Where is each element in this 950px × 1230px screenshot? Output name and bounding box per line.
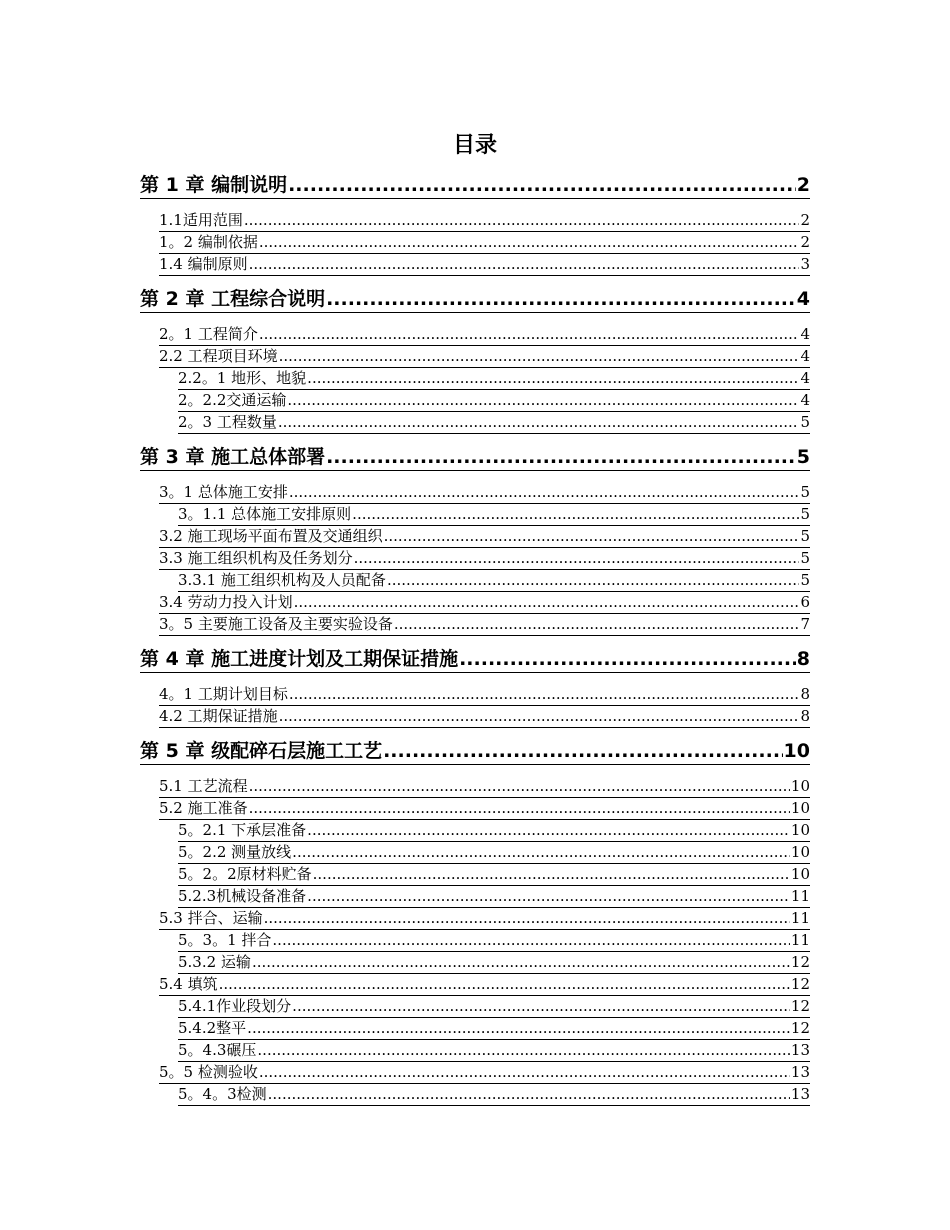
dot-leader [292, 996, 790, 1017]
toc-entry-title: 第 5 章 级配碎石层施工工艺 [140, 740, 383, 762]
toc-entry-page: 10 [790, 777, 810, 795]
toc-entry-title: 5。2.1 下承层准备 [178, 821, 307, 839]
toc-entry-title: 第 4 章 施工进度计划及工期保证措施 [140, 648, 459, 670]
toc-chapter-3[interactable] [140, 444, 810, 471]
toc-section-3-4[interactable] [159, 592, 810, 614]
table-of-contents [140, 172, 810, 1106]
dot-leader [352, 504, 799, 525]
toc-section-1-1[interactable] [159, 210, 810, 232]
dot-leader [249, 776, 790, 797]
dot-leader [384, 526, 800, 547]
toc-section-4-1[interactable] [159, 684, 810, 706]
toc-section-5-3[interactable] [159, 908, 810, 930]
toc-entry-title: 5.2 施工准备 [159, 799, 248, 817]
toc-subsection-5-4-1[interactable] [178, 996, 810, 1018]
dot-leader [259, 324, 800, 345]
toc-entry-page: 5 [800, 505, 810, 523]
toc-entry-page: 13 [790, 1063, 810, 1081]
dot-leader [307, 820, 790, 841]
dot-leader [219, 974, 790, 995]
toc-entry-title: 5。3。1 拌合 [178, 931, 272, 949]
toc-entry-title: 3.4 劳动力投入计划 [159, 593, 293, 611]
toc-entry-title: 3.3 施工组织机构及任务划分 [159, 549, 353, 567]
dot-leader [244, 210, 800, 231]
dot-leader [459, 646, 796, 672]
dot-leader [387, 570, 800, 591]
toc-entry-title: 2.2 工程项目环境 [159, 347, 278, 365]
dot-leader [307, 886, 790, 907]
toc-entry-page: 11 [790, 909, 810, 927]
toc-subsection-5-2-3[interactable] [178, 886, 810, 908]
toc-subsection-2-2-1[interactable] [178, 368, 810, 390]
toc-section-3-5[interactable] [159, 614, 810, 636]
toc-subsection-5-4-3[interactable] [178, 1040, 810, 1062]
dot-leader [292, 842, 790, 863]
dot-leader [287, 390, 799, 411]
toc-entry-title: 5.4.2整平 [178, 1019, 247, 1037]
dot-leader [326, 444, 796, 470]
toc-entry-title: 2。3 工程数量 [178, 413, 277, 431]
toc-entry-title: 3.3.1 施工组织机构及人员配备 [178, 571, 386, 589]
toc-chapter-4[interactable] [140, 646, 810, 673]
toc-entry-title: 5.3 拌合、运输 [159, 909, 263, 927]
dot-leader [272, 930, 790, 951]
toc-entry-page: 11 [790, 931, 810, 949]
toc-entry-page: 5 [800, 527, 810, 545]
dot-leader [289, 684, 800, 705]
toc-entry-title: 5.4 填筑 [159, 975, 218, 993]
toc-subsection-5-3-2[interactable] [178, 952, 810, 974]
toc-subsection-5-3-1[interactable] [178, 930, 810, 952]
dot-leader [278, 412, 800, 433]
toc-entry-title: 5.3.2 运输 [178, 953, 251, 971]
toc-entry-page: 8 [796, 648, 810, 670]
toc-entry-title: 5.2.3机械设备准备 [178, 887, 307, 905]
dot-leader [264, 908, 790, 929]
toc-entry-page: 8 [800, 707, 810, 725]
toc-entry-title: 第 3 章 施工总体部署 [140, 446, 326, 468]
dot-leader [279, 346, 800, 367]
toc-section-3-2[interactable] [159, 526, 810, 548]
toc-entry-page: 11 [790, 887, 810, 905]
toc-entry-page: 12 [790, 975, 810, 993]
dot-leader [259, 1062, 790, 1083]
toc-entry-title: 5。4。3检测 [178, 1085, 267, 1103]
toc-section-1-2[interactable] [159, 232, 810, 254]
dot-leader [294, 592, 800, 613]
toc-section-4-2[interactable] [159, 706, 810, 728]
toc-entry-page: 6 [800, 593, 810, 611]
toc-chapter-2[interactable] [140, 286, 810, 313]
toc-entry-title: 1.1适用范围 [159, 211, 243, 229]
toc-entry-title: 5.1 工艺流程 [159, 777, 248, 795]
dot-leader [383, 738, 782, 764]
toc-subsection-5-2-2[interactable] [178, 842, 810, 864]
toc-entry-page: 10 [790, 865, 810, 883]
dot-leader [249, 254, 800, 275]
toc-entry-title: 5。2。2原材料贮备 [178, 865, 312, 883]
toc-entry-title: 5。5 检测验收 [159, 1063, 258, 1081]
dot-leader [252, 952, 790, 973]
toc-subsection-5-2-2b[interactable] [178, 864, 810, 886]
toc-entry-title: 5.4.1作业段划分 [178, 997, 292, 1015]
dot-leader [313, 864, 790, 885]
toc-subsection-2-3[interactable] [178, 412, 810, 434]
toc-entry-title: 4。1 工期计划目标 [159, 685, 288, 703]
dot-leader [249, 798, 790, 819]
toc-entry-page: 4 [800, 391, 810, 409]
toc-section-2-1[interactable] [159, 324, 810, 346]
toc-section-3-3[interactable] [159, 548, 810, 570]
toc-entry-page: 13 [790, 1041, 810, 1059]
dot-leader [268, 1084, 790, 1105]
toc-subsection-5-2-1[interactable] [178, 820, 810, 842]
toc-entry-page: 5 [796, 446, 810, 468]
toc-entry-title: 1.4 编制原则 [159, 255, 248, 273]
toc-entry-title: 第 1 章 编制说明 [140, 174, 288, 196]
toc-section-2-2[interactable] [159, 346, 810, 368]
dot-leader [394, 614, 800, 635]
toc-entry-page: 10 [790, 821, 810, 839]
toc-entry-page: 12 [790, 997, 810, 1015]
toc-section-5-2[interactable] [159, 798, 810, 820]
toc-entry-page: 4 [800, 347, 810, 365]
toc-entry-page: 4 [800, 325, 810, 343]
toc-entry-title: 4.2 工期保证措施 [159, 707, 278, 725]
toc-chapter-5[interactable] [140, 738, 810, 765]
dot-leader [288, 172, 796, 198]
toc-entry-title: 2。1 工程简介 [159, 325, 258, 343]
toc-entry-page: 4 [796, 288, 810, 310]
toc-section-5-4[interactable] [159, 974, 810, 996]
dot-leader [289, 482, 800, 503]
toc-entry-title: 3。1 总体施工安排 [159, 483, 288, 501]
toc-entry-title: 3。5 主要施工设备及主要实验设备 [159, 615, 393, 633]
toc-section-5-1[interactable] [159, 776, 810, 798]
toc-section-3-1[interactable] [159, 482, 810, 504]
toc-entry-title: 3.2 施工现场平面布置及交通组织 [159, 527, 383, 545]
toc-entry-page: 5 [800, 483, 810, 501]
toc-entry-page: 2 [800, 211, 810, 229]
dot-leader [354, 548, 800, 569]
toc-subsection-3-3-1[interactable] [178, 570, 810, 592]
toc-entry-page: 7 [800, 615, 810, 633]
toc-entry-page: 4 [800, 369, 810, 387]
dot-leader [279, 706, 800, 727]
toc-title: 目录 [452, 133, 497, 158]
toc-entry-page: 5 [800, 549, 810, 567]
dot-leader [307, 368, 799, 389]
toc-entry-page: 3 [800, 255, 810, 273]
toc-subsection-3-1-1[interactable] [178, 504, 810, 526]
toc-subsection-5-4-2[interactable] [178, 1018, 810, 1040]
toc-section-1-4[interactable] [159, 254, 810, 276]
toc-entry-page: 10 [783, 740, 810, 762]
toc-entry-title: 1。2 编制依据 [159, 233, 258, 251]
toc-chapter-1[interactable] [140, 172, 810, 199]
toc-entry-title: 2.2。1 地形、地貌 [178, 369, 307, 387]
dot-leader [247, 1018, 790, 1039]
toc-entry-page: 2 [796, 174, 810, 196]
toc-entry-page: 12 [790, 953, 810, 971]
toc-entry-page: 5 [800, 571, 810, 589]
toc-entry-title: 5。4.3碾压 [178, 1041, 257, 1059]
toc-entry-page: 5 [800, 413, 810, 431]
toc-section-5-5[interactable] [159, 1062, 810, 1084]
toc-entry-title: 第 2 章 工程综合说明 [140, 288, 326, 310]
toc-entry-title: 5。2.2 测量放线 [178, 843, 292, 861]
dot-leader [259, 232, 800, 253]
toc-entry-page: 10 [790, 843, 810, 861]
toc-entry-page: 12 [790, 1019, 810, 1037]
toc-subsection-2-2-2[interactable] [178, 390, 810, 412]
toc-entry-page: 2 [800, 233, 810, 251]
toc-entry-title: 3。1.1 总体施工安排原则 [178, 505, 352, 523]
dot-leader [326, 286, 796, 312]
dot-leader [257, 1040, 790, 1061]
toc-entry-page: 13 [790, 1085, 810, 1103]
toc-entry-page: 10 [790, 799, 810, 817]
toc-subsection-5-4-3b[interactable] [178, 1084, 810, 1106]
toc-entry-page: 8 [800, 685, 810, 703]
toc-entry-title: 2。2.2交通运输 [178, 391, 287, 409]
